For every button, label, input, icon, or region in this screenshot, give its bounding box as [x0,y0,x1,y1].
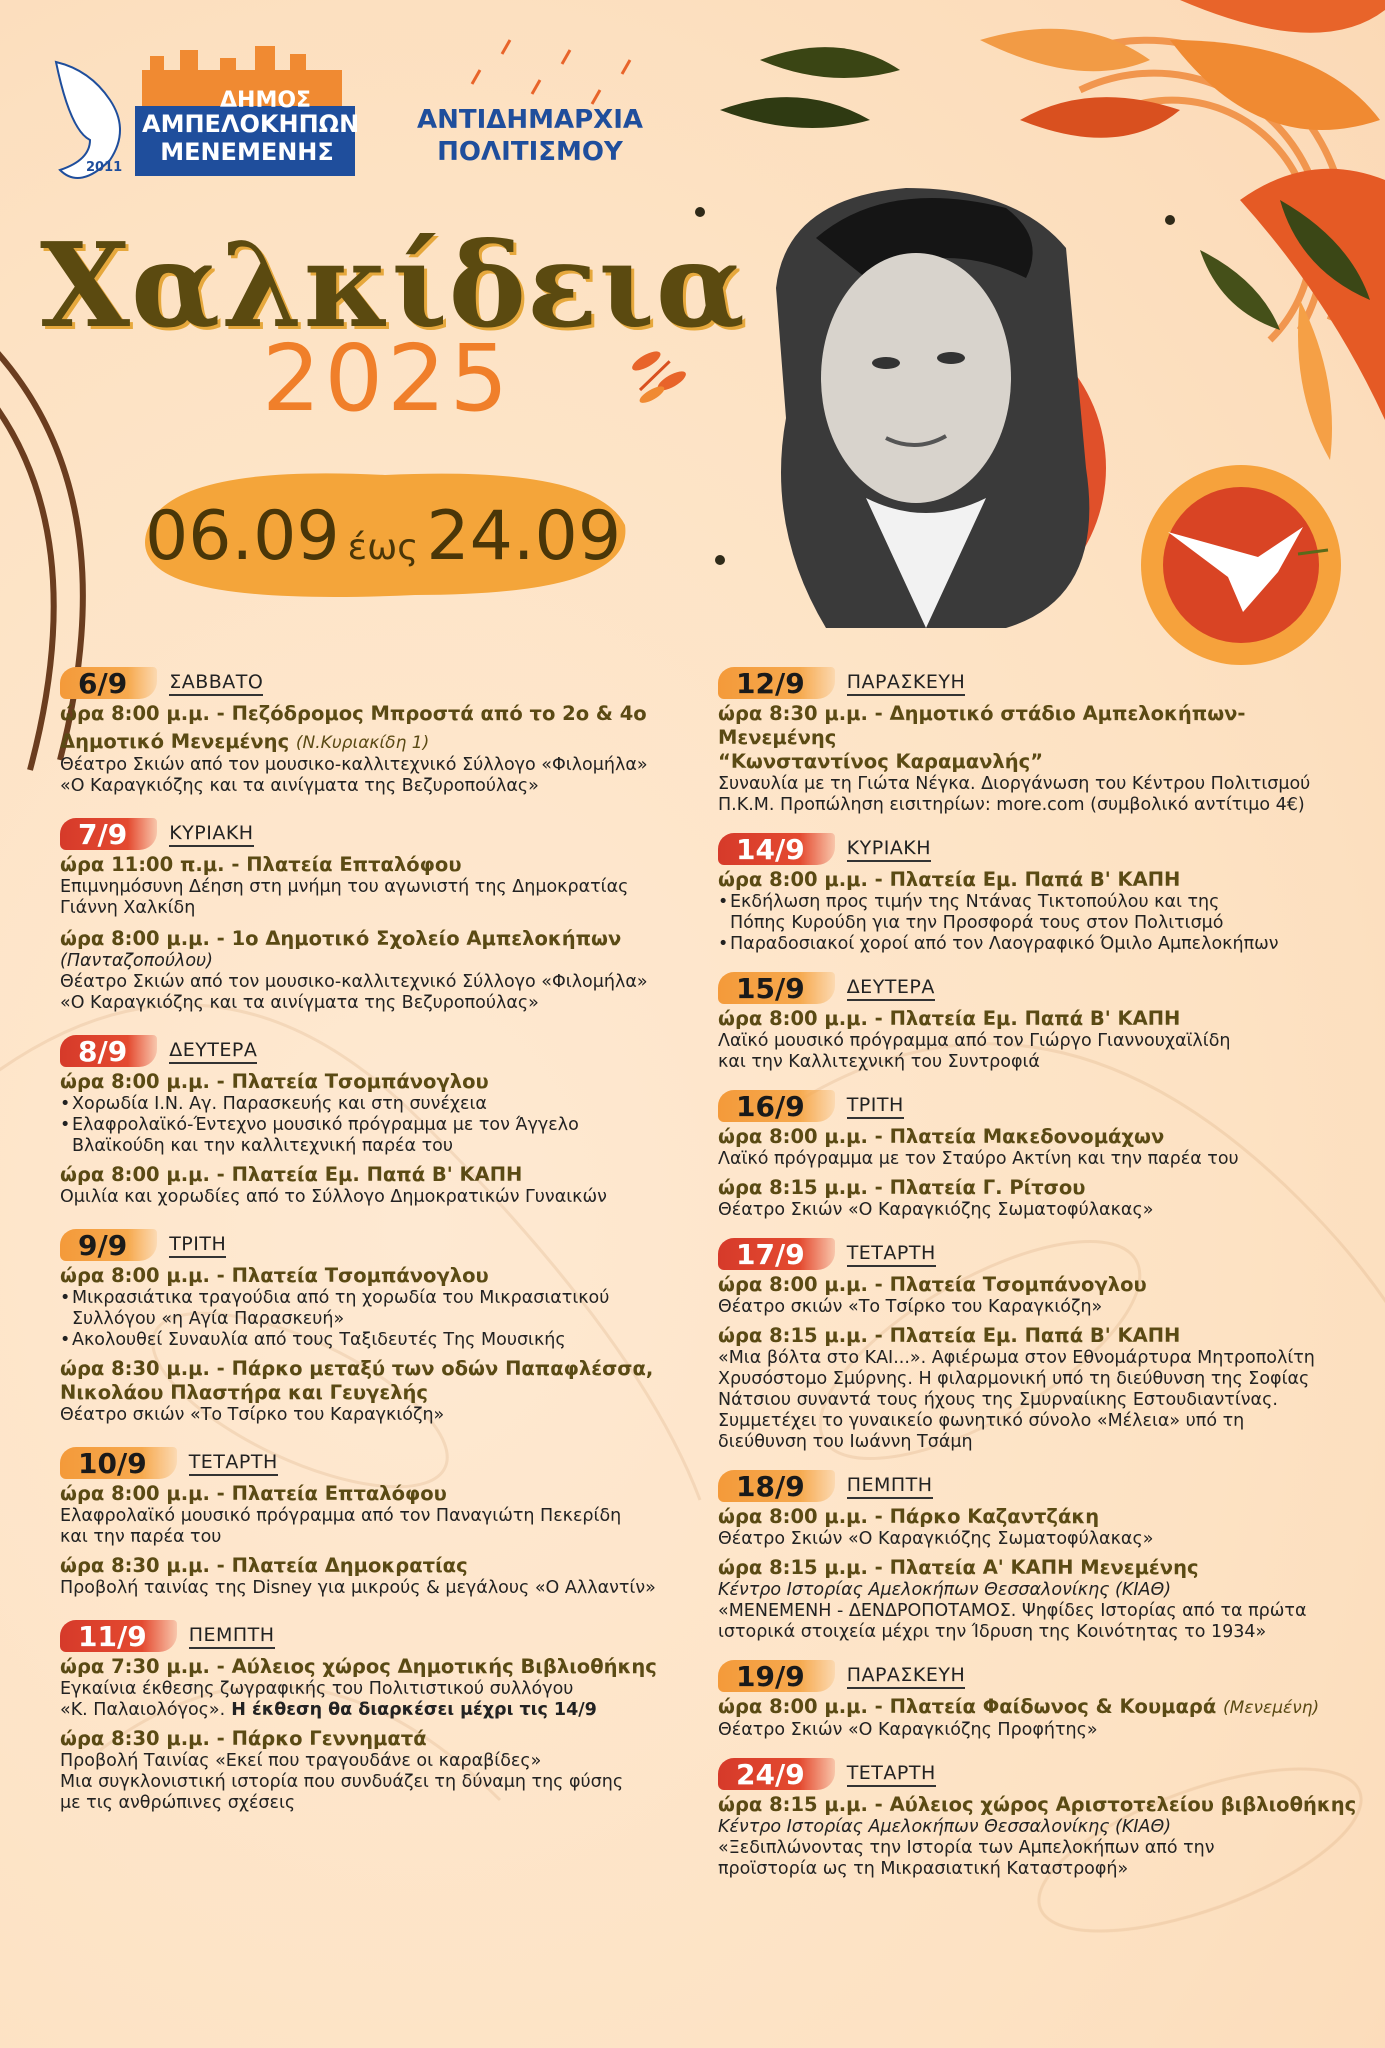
event-time-place: ώρα 8:00 μ.μ. - Πλατεία Επταλόφου [60,1482,447,1505]
date-badge: 14/9 [718,833,835,865]
event-time-place: ώρα 8:15 μ.μ. - Πλατεία Εμ. Παπά Β' ΚΑΠΗ [718,1324,1181,1347]
event-text: με τις ανθρώπινες σχέσεις [60,1793,296,1813]
event-text: «Μια βόλτα στο ΚΑΙ...». Αφιέρωμα στον Εθνομάρτυρα Μητροπολίτη [718,1348,1315,1368]
day-name: ΠΕΜΠΤΗ [847,1474,933,1499]
event-text: Θέατρο σκιών «Το Τσίρκο του Καραγκιόζη» [718,1297,1103,1317]
event-text: «Ο Καραγκιόζης και τα αινίγματα της Βεζυροπούλας» [60,993,539,1013]
event-text: Γιάννη Χαλκίδη [60,898,196,918]
date-badge: 18/9 [718,1470,835,1502]
date-badge: 11/9 [60,1620,177,1652]
day-8-9 [60,1036,680,1208]
event-bullet: • Παραδοσιακοί χοροί από τον Λαογραφικό Όμιλο Αμπελοκήπων [718,934,1358,955]
event-place-cont: Νικολάου Πλαστήρα και Γευγελής [60,1381,428,1404]
event-text: «Ξεδιπλώνοντας την Ιστορία των Αμπελοκήπων από την [718,1838,1215,1858]
event-place-line: Δημοτικό Μενεμένης [60,730,290,753]
event-text: Επιμνημόσυνη Δέηση στη μνήμη του αγωνιστή της Δημοκρατίας [60,877,629,897]
event-time-place: ώρα 8:00 μ.μ. - Πάρκο Καζαντζάκη [718,1505,1100,1528]
event-time-place: ώρα 8:00 μ.μ. - Πεζόδρομος Μπροστά από το 2ο & 4ο [60,702,647,725]
schedule-right-column [718,668,1358,1880]
department-label [390,104,670,168]
event-bullet: • Ακολουθεί Συναυλία από τους Ταξιδευτές Της Μουσικής [60,1330,680,1351]
event-time-place: ώρα 8:00 μ.μ. - 1ο Δημοτικό Σχολείο Αμπελοκήπων [60,927,622,950]
event-time-place: ώρα 8:00 μ.μ. - Πλατεία Τσομπάνογλου [60,1264,489,1287]
day-name: ΤΡΙΤΗ [169,1233,226,1258]
event-bullet: • Μικρασιάτικα τραγούδια από τη χορωδία του Μικρασιατικού [60,1288,680,1309]
day-18-9 [718,1471,1358,1643]
dept-line1: ΑΝΤΙΔΗΜΑΡΧΙΑ [416,105,644,135]
event-time-place: ώρα 8:30 μ.μ. - Δημοτικό στάδιο Αμπελοκήπων-Μενεμένης [718,702,1246,749]
event-time-place: ώρα 8:00 μ.μ. - Πλατεία Εμ. Παπά Β' ΚΑΠΗ [718,868,1181,891]
event-text: και την Καλλιτεχνική του Συντροφιά [718,1052,1040,1072]
date-badge: 9/9 [60,1229,157,1261]
day-name: ΠΑΡΑΣΚΕΥΗ [847,671,966,696]
day-name: ΤΕΤΑΡΤΗ [847,1242,936,1267]
day-name: ΣΑΒΒΑΤΟ [169,671,263,696]
event-text: Συλλόγου «η Αγία Παρασκευή» [72,1309,345,1329]
day-name: ΔΕΥΤΕΡΑ [169,1039,257,1064]
date-badge: 12/9 [718,667,835,699]
event-bullet: • Ελαφρολαϊκό-Έντεχνο μουσικό πρόγραμμα με τον Άγγελο [60,1115,680,1136]
day-9-9 [60,1230,680,1426]
event-text: Ελαφρολαϊκό μουσικό πρόγραμμα από τον Παναγιώτη Πεκερίδη [60,1506,622,1526]
day-name: ΤΡΙΤΗ [847,1094,904,1119]
day-15-9 [718,973,1358,1073]
event-text: Θέατρο Σκιών «Ο Καραγκιόζης Σωματοφύλακας» [718,1529,1154,1549]
date-word: έως [347,527,419,568]
event-text: Χρυσόστομο Σμύρνης. Η φιλαρμονική υπό τη διεύθυνση της Σοφίας [718,1369,1310,1389]
day-24-9 [718,1759,1358,1880]
event-text: Λαϊκό μουσικό πρόγραμμα από τον Γιώργο Γιαννουχαϊλίδη [718,1031,1231,1051]
event-text: Μια συγκλονιστική ιστορία που συνδυάζει τη δύναμη της φύσης [60,1772,624,1792]
day-name: ΤΕΤΑΡΤΗ [189,1451,278,1476]
dept-line2: ΠΟΛΙΤΙΣΜΟΥ [437,137,623,167]
event-organizer: Κέντρο Ιστορίας Αμελοκήπων Θεσσαλονίκης (ΚΙΑΘ) [718,1817,1172,1837]
day-12-9 [718,668,1358,816]
day-name: ΚΥΡΙΑΚΗ [169,822,253,847]
day-name: ΚΥΡΙΑΚΗ [847,837,931,862]
event-time-place: ώρα 8:15 μ.μ. - Αύλειος χώρος Αριστοτελείου βιβλιοθήκης [718,1793,1357,1816]
day-16-9 [718,1091,1358,1221]
event-address: (Ν.Κυριακίδη 1) [295,733,430,753]
schedule-left-column [60,668,680,1814]
event-time-place: ώρα 8:00 μ.μ. - Πλατεία Μακεδονομάχων [718,1125,1165,1148]
municipality-logo [50,40,370,190]
day-10-9 [60,1448,680,1599]
event-note: Η έκθεση θα διαρκέσει μέχρι τις 14/9 [225,1700,597,1720]
event-time-place: ώρα 8:30 μ.μ. - Πλατεία Δημοκρατίας [60,1554,468,1577]
logo-demos: ΔΗΜΟΣ [220,88,312,113]
event-text: Θέατρο σκιών «Το Τσίρκο του Καραγκιόζη» [60,1405,445,1425]
event-text: Λαϊκό πρόγραμμα με τον Σταύρο Ακτίνη και την παρέα του [718,1149,1239,1169]
event-place-cont [718,1695,1358,1720]
event-text: Βλαϊκούδη και την καλλιτεχνική παρέα του [72,1136,453,1156]
event-time-place: ώρα 8:30 μ.μ. - Πάρκο Γεννηματά [60,1727,427,1750]
event-text: Θέατρο Σκιών «Ο Καραγκιόζης Προφήτης» [718,1720,1098,1740]
event-time-place: ώρα 7:30 μ.μ. - Αύλειος χώρος Δημοτικής Βιβλιοθήκης [60,1655,657,1678]
logo-year: 2011 [86,160,123,175]
date-badge: 15/9 [718,972,835,1004]
day-name: ΠΑΡΑΣΚΕΥΗ [847,1664,966,1689]
event-text: Συναυλία με τη Γιώτα Νέγκα. Διοργάνωση του Κέντρου Πολιτισμού [718,774,1311,794]
date-badge: 19/9 [718,1660,835,1692]
date-badge: 17/9 [718,1238,835,1270]
date-to: 24.09 [426,497,622,576]
festival-year: 2025 [262,325,513,432]
date-badge: 8/9 [60,1035,157,1067]
event-text: Θέατρο Σκιών «Ο Καραγκιόζης Σωματοφύλακας» [718,1200,1154,1220]
event-text: Προβολή Ταινίας «Εκεί που τραγουδάνε οι καραβίδες» [60,1751,542,1771]
day-name: ΔΕΥΤΕΡΑ [847,976,935,1001]
event-text: διεύθυνση του Ιωάννη Τσάμη [718,1432,973,1452]
event-text: «Κ. Παλαιολόγος». [60,1700,226,1720]
event-text: «ΜΕΝΕΜΕΝΗ - ΔΕΝΔΡΟΠΟΤΑΜΟΣ. Ψηφίδες Ιστορίας από τα πρώτα [718,1601,1307,1621]
event-time-place: ώρα 8:15 μ.μ. - Πλατεία Α' ΚΑΠΗ Μενεμένης [718,1556,1199,1579]
event-text: Προβολή ταινίας της Disney για μικρούς & μεγάλους «Ο Αλλαντίν» [60,1578,656,1598]
event-text: και την παρέα του [60,1527,222,1547]
event-time-place: ώρα 8:00 μ.μ. - Πλατεία Φαίδωνος & Κουμαρά [718,1695,1217,1718]
event-text: ιστορικά στοιχεία μέχρι την Ίδρυση της Κοινότητας το 1934» [718,1622,1267,1642]
event-text: Θέατρο Σκιών από τον μουσικο-καλλιτεχνικό Σύλλογο «Φιλομήλα» [60,755,648,775]
day-6-9 [60,668,680,797]
logo-line1: ΑΜΠΕΛΟΚΗΠΩΝ [142,110,360,138]
event-bullet: • Χορωδία Ι.Ν. Αγ. Παρασκευής και στη συνέχεια [60,1094,680,1115]
event-place-cont: “Κωνσταντίνος Καραμανλής” [718,750,1044,773]
event-text: «Ο Καραγκιόζης και τα αινίγματα της Βεζυροπούλας» [60,776,539,796]
event-text: Νάτσιου συναντά τους ήχους της Σμυρναίικης Εστουδιαντίνας. [718,1390,1278,1410]
date-badge: 10/9 [60,1447,177,1479]
event-time-place: ώρα 8:30 μ.μ. - Πάρκο μεταξύ των οδών Παπαφλέσσα, [60,1357,654,1380]
event-time-place: ώρα 8:00 μ.μ. - Πλατεία Εμ. Παπά Β' ΚΑΠΗ [718,1007,1181,1030]
event-address: (Πανταζοπούλου) [60,951,213,971]
event-bullet: • Εκδήλωση προς τιμήν της Ντάνας Τικτοπούλου και της [718,892,1358,913]
festival-title: Χαλκίδεια [40,218,746,354]
event-time-place: ώρα 11:00 π.μ. - Πλατεία Επταλόφου [60,853,462,876]
day-11-9 [60,1621,680,1814]
day-7-9 [60,819,680,1014]
event-address: (Μενεμένη) [1223,1698,1320,1718]
event-text: Εγκαίνια έκθεσης ζωγραφικής του Πολιτιστικού συλλόγου [60,1679,574,1699]
date-badge: 16/9 [718,1090,835,1122]
event-place-cont [60,730,680,755]
day-14-9 [718,834,1358,955]
event-text: Π.Κ.Μ. Προπώληση εισιτηρίων: more.com (συμβολικό αντίτιμο 4€) [718,795,1305,815]
portrait [746,168,1126,628]
event-organizer: Κέντρο Ιστορίας Αμελοκήπων Θεσσαλονίκης (ΚΙΑΘ) [718,1580,1172,1600]
date-badge: 6/9 [60,667,157,699]
date-from: 06.09 [145,497,340,576]
event-time-place: ώρα 8:00 μ.μ. - Πλατεία Εμ. Παπά Β' ΚΑΠΗ [60,1163,523,1186]
date-badge: 7/9 [60,818,157,850]
event-text: Πόπης Κυρούδη για την Προσφορά τους στον Πολιτισμό [730,913,1224,933]
festival-dates [145,497,621,576]
event-text-mixed [60,1700,680,1721]
logo-line2: ΜΕΝΕΜΕΝΗΣ [160,138,334,166]
day-name: ΤΕΤΑΡΤΗ [847,1762,936,1787]
event-time-place: ώρα 8:00 μ.μ. - Πλατεία Τσομπάνογλου [60,1070,489,1093]
date-badge: 24/9 [718,1758,835,1790]
day-19-9 [718,1661,1358,1741]
event-text: Ομιλία και χορωδίες από το Σύλλογο Δημοκρατικών Γυναικών [60,1187,607,1207]
event-time-place: ώρα 8:00 μ.μ. - Πλατεία Τσομπάνογλου [718,1273,1147,1296]
event-text: Θέατρο Σκιών από τον μουσικο-καλλιτεχνικό Σύλλογο «Φιλομήλα» [60,972,648,992]
dove-emblem [1138,462,1344,668]
day-name: ΠΕΜΠΤΗ [189,1624,275,1649]
event-text: Συμμετέχει το γυναικείο φωνητικό σύνολο «Μέλεια» υπό τη [718,1411,1245,1431]
day-17-9 [718,1239,1358,1453]
event-text: προϊστορία ως τη Μικρασιατική Καταστροφή» [718,1859,1129,1879]
event-time-place: ώρα 8:15 μ.μ. - Πλατεία Γ. Ρίτσου [718,1176,1086,1199]
